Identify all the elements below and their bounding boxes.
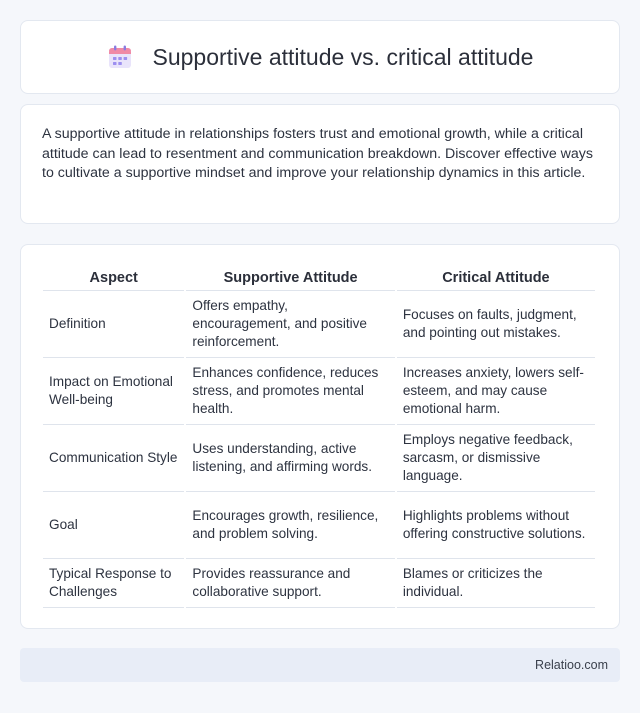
cell-aspect: Definition — [43, 291, 184, 358]
calendar-icon — [107, 44, 133, 70]
intro-text: A supportive attitude in relationships fosters trust and emotional growth, while a critical attitude can lead to resentment and communication breakdown. Discover effective ways to cultivate a supportive mindset and improve your relationship dynamics in this article. — [42, 126, 593, 181]
footer — [20, 648, 620, 682]
header-supportive: Supportive Attitude — [186, 265, 394, 291]
cell-supportive: Enhances confidence, reduces stress, and promotes mental health. — [186, 358, 394, 425]
cell-critical: Employs negative feedback, sarcasm, or dismissive language. — [397, 425, 595, 492]
cell-critical: Blames or criticizes the individual. — [397, 559, 595, 608]
table-row — [43, 425, 595, 492]
cell-aspect: Goal — [43, 492, 184, 559]
cell-critical: Highlights problems without offering constructive solutions. — [397, 492, 595, 559]
cell-supportive: Provides reassurance and collaborative support. — [186, 559, 394, 608]
cell-critical: Focuses on faults, judgment, and pointing out mistakes. — [397, 291, 595, 358]
cell-aspect: Impact on Emotional Well-being — [43, 358, 184, 425]
footer-brand: Relatioo.com — [535, 658, 608, 672]
cell-supportive: Encourages growth, resilience, and problem solving. — [186, 492, 394, 559]
cell-supportive: Uses understanding, active listening, and affirming words. — [186, 425, 394, 492]
cell-supportive: Offers empathy, encouragement, and positive reinforcement. — [186, 291, 394, 358]
comparison-table-card — [20, 244, 620, 629]
header-critical: Critical Attitude — [397, 265, 595, 291]
table-row — [43, 358, 595, 425]
cell-aspect: Typical Response to Challenges — [43, 559, 184, 608]
page-title: Supportive attitude vs. critical attitude — [152, 43, 534, 70]
table-row — [43, 291, 595, 358]
intro-card — [20, 104, 620, 224]
comparison-table — [41, 265, 597, 608]
title-card — [20, 20, 620, 94]
cell-critical: Increases anxiety, lowers self-esteem, and may cause emotional harm. — [397, 358, 595, 425]
table-row — [43, 492, 595, 559]
table-header-row — [43, 265, 595, 291]
cell-aspect: Communication Style — [43, 425, 184, 492]
table-row — [43, 559, 595, 608]
header-aspect: Aspect — [43, 265, 184, 291]
